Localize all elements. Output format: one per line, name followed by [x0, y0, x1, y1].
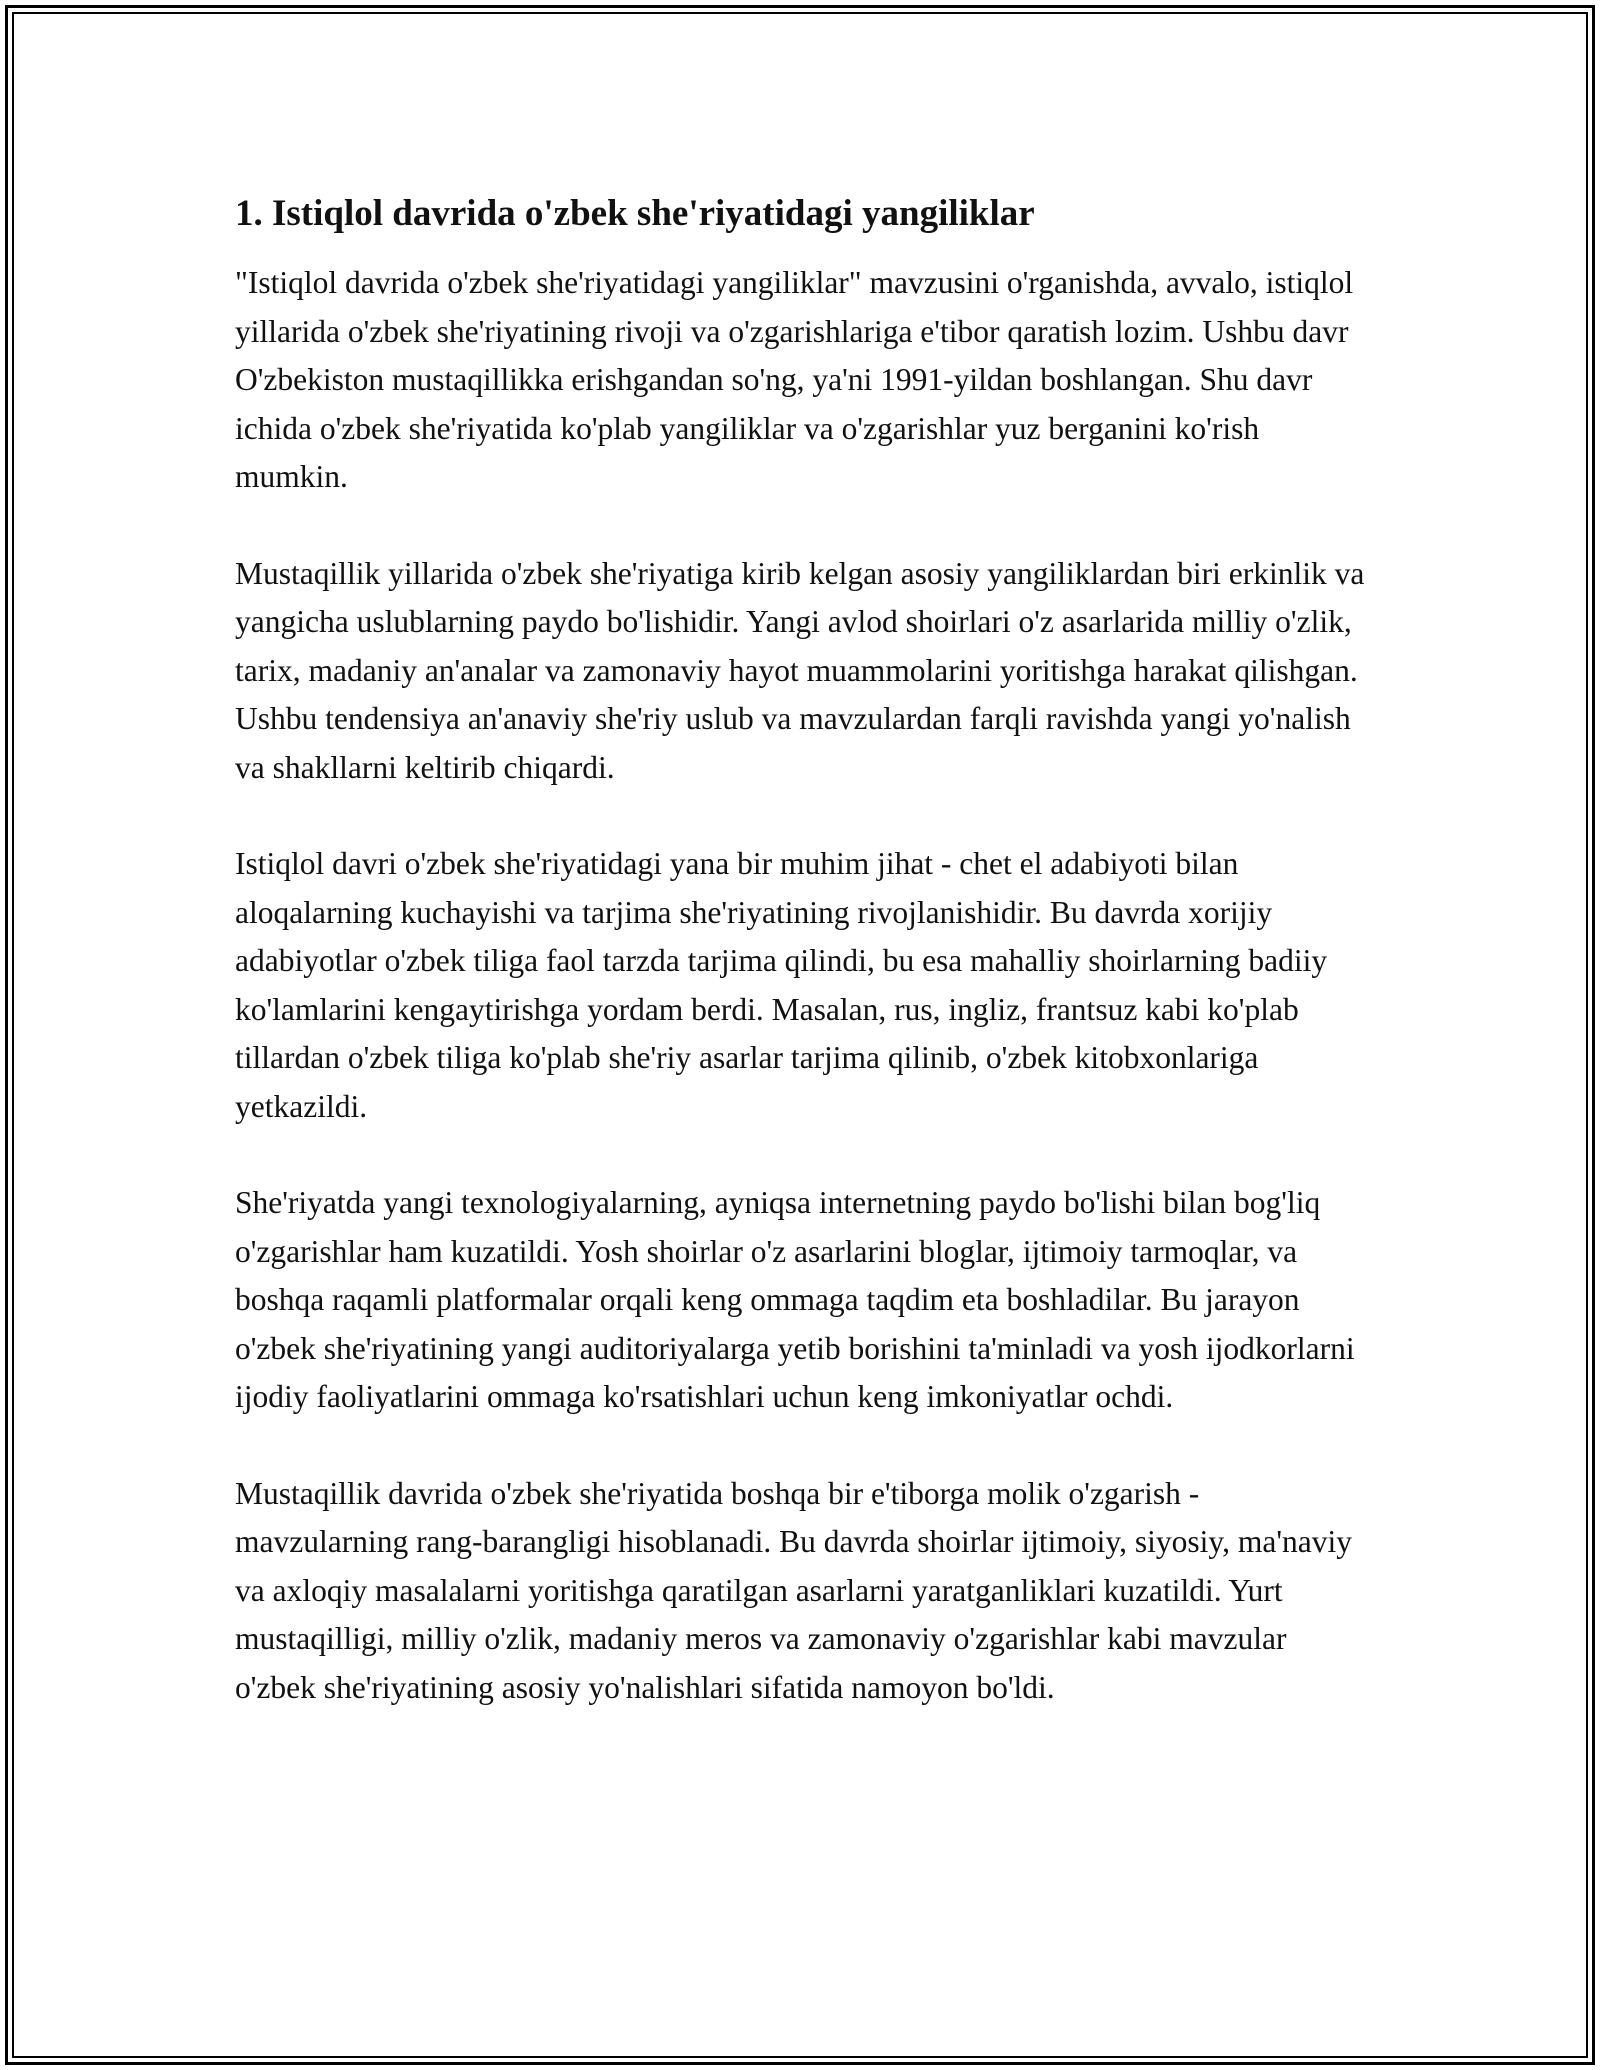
paragraph-4: She'riyatda yangi texnologiyalarning, ayniqsa internetning paydo bo'lishi bilan bog'liq o'zgarishlar ham kuzatildi. Yosh shoirlar o'z asarlarini bloglar, ijtimoiy tarmoqlar, va boshqa raqamli platformalar orqali keng ommaga taqdim eta boshladilar. Bu jarayon o'zbek she'riyatining yangi auditoriyalarga yetib borishini ta'minladi va yosh ijodkorlarni ijodiy faoliyatlarini ommaga ko'rsatishlari uchun keng imkoniyatlar ochdi.: [235, 1185, 1355, 1414]
section-heading: 1. Istiqlol davrida o'zbek she'riyatidagi yangiliklar: [235, 193, 1035, 234]
paragraph-2: Mustaqillik yillarida o'zbek she'riyatiga kirib kelgan asosiy yangiliklardan biri erkinlik va yangicha uslublarning paydo bo'lishidir. Yangi avlod shoirlari o'z asarlarida milliy o'zlik, tarix, madaniy an'analar va zamonaviy hayot muammolarini yoritishga harakat qilishgan. Ushbu tendensiya an'anaviy she'riy uslub va mavzulardan farqli ravishda yangi yo'nalish va shakllarni keltirib chiqardi.: [235, 555, 1365, 785]
document-body: [235, 186, 1370, 1760]
paragraph-3: Istiqlol davri o'zbek she'riyatidagi yana bir muhim jihat - chet el adabiyoti bilan aloqalarning kuchayishi va tarjima she'riyatining rivojlanishidir. Bu davrda xorijiy adabiyotlar o'zbek tiliga faol tarzda tarjima qilindi, bu esa mahalliy shoirlarning badiiy ko'lamlarini kengaytirishga yordam berdi. Masalan, rus, ingliz, frantsuz kabi ko'plab tillardan o'zbek tiliga ko'plab she'riy asarlar tarjima qilinib, o'zbek kitobxonlariga yetkazildi.: [235, 846, 1328, 1124]
paragraph-5: Mustaqillik davrida o'zbek she'riyatida boshqa bir e'tiborga molik o'zgarish - mavzularning rang-barangligi hisoblanadi. Bu davrda shoirlar ijtimoiy, siyosiy, ma'naviy va axloqiy masalalarni yoritishga qaratilgan asarlarni yaratganliklari kuzatildi. Yurt mustaqilligi, milliy o'zlik, madaniy meros va zamonaviy o'zgarishlar kabi mavzular o'zbek she'riyatining asosiy yo'nalishlari sifatida namoyon bo'ldi.: [235, 1475, 1352, 1705]
paragraph-1: "Istiqlol davrida o'zbek she'riyatidagi yangiliklar" mavzusini o'rganishda, avvalo, istiqlol yillarida o'zbek she'riyatining rivoji va o'zgarishlariga e'tibor qaratish lozim. Ushbu davr O'zbekiston mustaqillikka erishgandan so'ng, ya'ni 1991-yildan boshlangan. Shu davr ichida o'zbek she'riyatida ko'plab yangiliklar va o'zgarishlar yuz berganini ko'rish mumkin.: [235, 265, 1354, 494]
